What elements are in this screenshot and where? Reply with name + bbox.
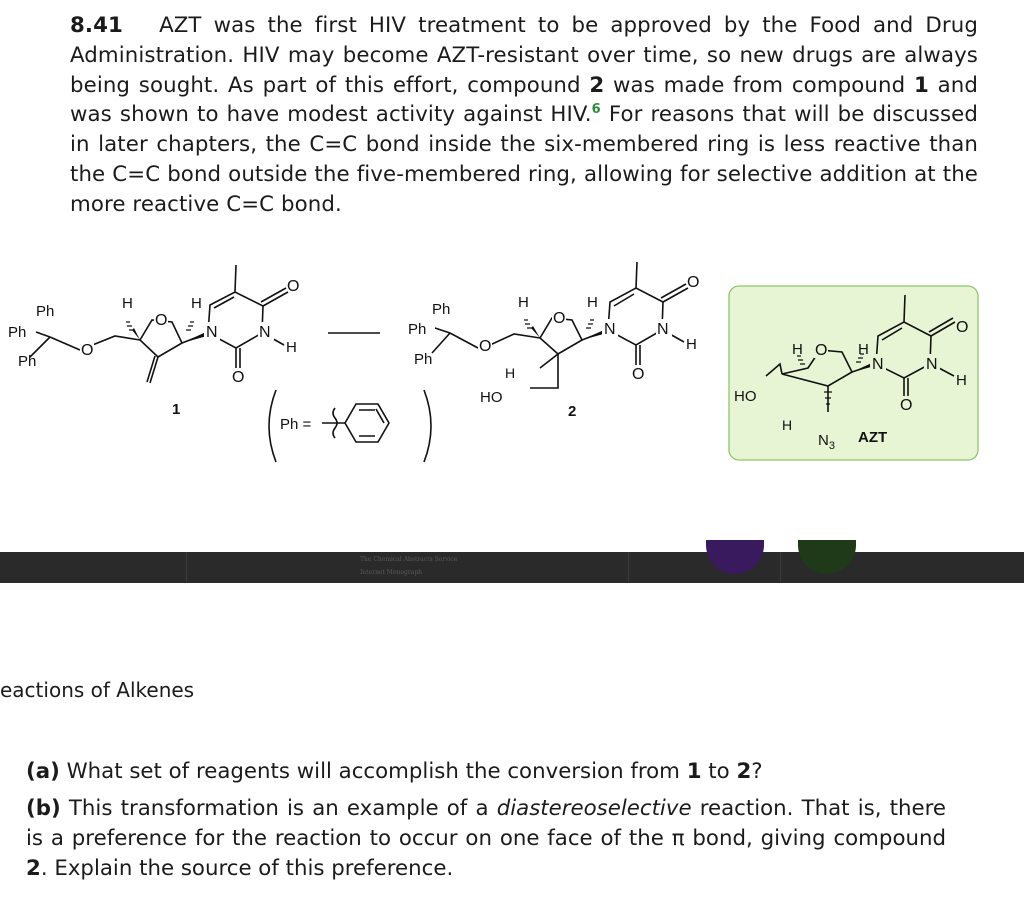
question-a-end: ? xyxy=(751,759,763,784)
question-b-text-3: . Explain the source of this preference. xyxy=(40,855,454,881)
azt-label: AZT xyxy=(858,429,888,446)
dark-toolbar-band xyxy=(0,552,1024,583)
question-a-mid: to xyxy=(701,759,737,784)
c2-h-right: H xyxy=(587,294,598,311)
c2-h-wedge: H xyxy=(505,365,516,381)
question-a-label: (a) xyxy=(26,759,60,784)
c2-ether-o: O xyxy=(479,338,492,355)
azt-n3-group: $N_3$ xyxy=(818,432,835,452)
c1-h-right: H xyxy=(191,295,202,312)
band-faint-text-1: The Chemical Abstracts Service xyxy=(360,556,458,563)
azt-ring-o: O xyxy=(815,342,828,359)
reaction-scheme xyxy=(0,240,1024,480)
compound-ref-2: 2 xyxy=(589,72,605,98)
problem-number: 8.41 xyxy=(70,13,123,38)
azt-h-bottom: H xyxy=(782,417,793,433)
band-divider xyxy=(628,552,629,583)
question-a-c1: 1 xyxy=(686,759,702,784)
azt-n1: N xyxy=(872,356,884,373)
band-faint-text-2: Internet Monograph xyxy=(360,569,423,576)
c1-carbonyl-o-bot: O xyxy=(232,369,245,386)
c2-ring-o: O xyxy=(553,310,566,327)
azt-nh: H xyxy=(956,372,967,389)
band-divider xyxy=(780,552,781,583)
c2-ph-bot: Ph xyxy=(414,351,433,368)
c1-ether-o: O xyxy=(81,342,94,359)
c2-ho: HO xyxy=(480,389,503,406)
problem-text-1: AZT was the first HIV treatment to be approved by the Food and Drug Administration. HIV may become AZT-resistant over time, so new drugs are always being sought. As part of this effort, compound xyxy=(70,13,979,98)
azt-carbonyl-o-top: O xyxy=(956,319,969,336)
azt-h-left: H xyxy=(792,341,803,358)
azt-ho: HO xyxy=(734,388,757,405)
c2-ph-mid: Ph xyxy=(408,321,427,338)
problem-text-4: For reasons that will be discussed in later chapters, the C=C bond inside the six-membered ring is less reactive than the C=C bond outside the five-membered ring, allowing for selective addition at the more reactive C=C bond. xyxy=(70,102,978,217)
c1-h-left: H xyxy=(122,295,133,312)
compound-1-label: 1 xyxy=(172,401,181,418)
problem-text-2: was made from compound xyxy=(604,72,914,98)
azt-carbonyl-o-bot: O xyxy=(900,397,913,414)
section-title: eactions of Alkenes xyxy=(0,678,195,702)
c1-ph-mid: Ph xyxy=(8,324,27,341)
c2-h-left: H xyxy=(518,294,529,311)
c2-carbonyl-o-bot: O xyxy=(632,366,645,383)
c2-n1: N xyxy=(604,321,616,338)
question-b-text-2: reaction. That is, there is a preference for the reaction to occur on one face of the π bond, giving compound xyxy=(26,796,947,851)
question-b-c2: 2 xyxy=(26,855,41,881)
problem-paragraph xyxy=(70,11,978,220)
c1-n3: N xyxy=(259,324,271,341)
question-b-label: (b) xyxy=(26,796,61,821)
green-circle xyxy=(798,540,856,574)
ph-definition: Ph = xyxy=(280,416,312,433)
c1-ph-bot: Ph xyxy=(18,353,37,370)
question-a-c2: 2 xyxy=(736,759,752,784)
footnote-marker[interactable]: 6 xyxy=(591,102,601,118)
question-a-text-1: What set of reagents will accomplish the conversion from xyxy=(59,759,687,784)
question-b xyxy=(26,794,946,883)
azt-h-right: H xyxy=(858,341,869,358)
question-a xyxy=(26,757,946,787)
c2-ph-top: Ph xyxy=(432,301,451,318)
question-b-text-1: This transformation is an example of a xyxy=(60,796,497,821)
c1-ring-o: O xyxy=(155,312,168,329)
c2-carbonyl-o-top: O xyxy=(687,274,700,291)
problem-text-3: and was shown to have modest activity against HIV. xyxy=(70,72,978,128)
azt-n3: N xyxy=(926,356,938,373)
azt-highlight-box xyxy=(729,286,978,460)
c1-ph-top: Ph xyxy=(36,303,55,320)
band-divider xyxy=(186,552,187,583)
c1-carbonyl-o-top: O xyxy=(287,278,300,295)
c1-n1: N xyxy=(206,324,218,341)
compound-2-label: 2 xyxy=(568,403,577,420)
purple-circle xyxy=(706,540,764,574)
question-b-italic: diastereoselective xyxy=(496,796,692,821)
compound-ref-1: 1 xyxy=(913,72,929,98)
c2-n3: N xyxy=(657,321,669,338)
c1-nh: H xyxy=(286,339,297,356)
c2-nh: H xyxy=(686,336,697,353)
